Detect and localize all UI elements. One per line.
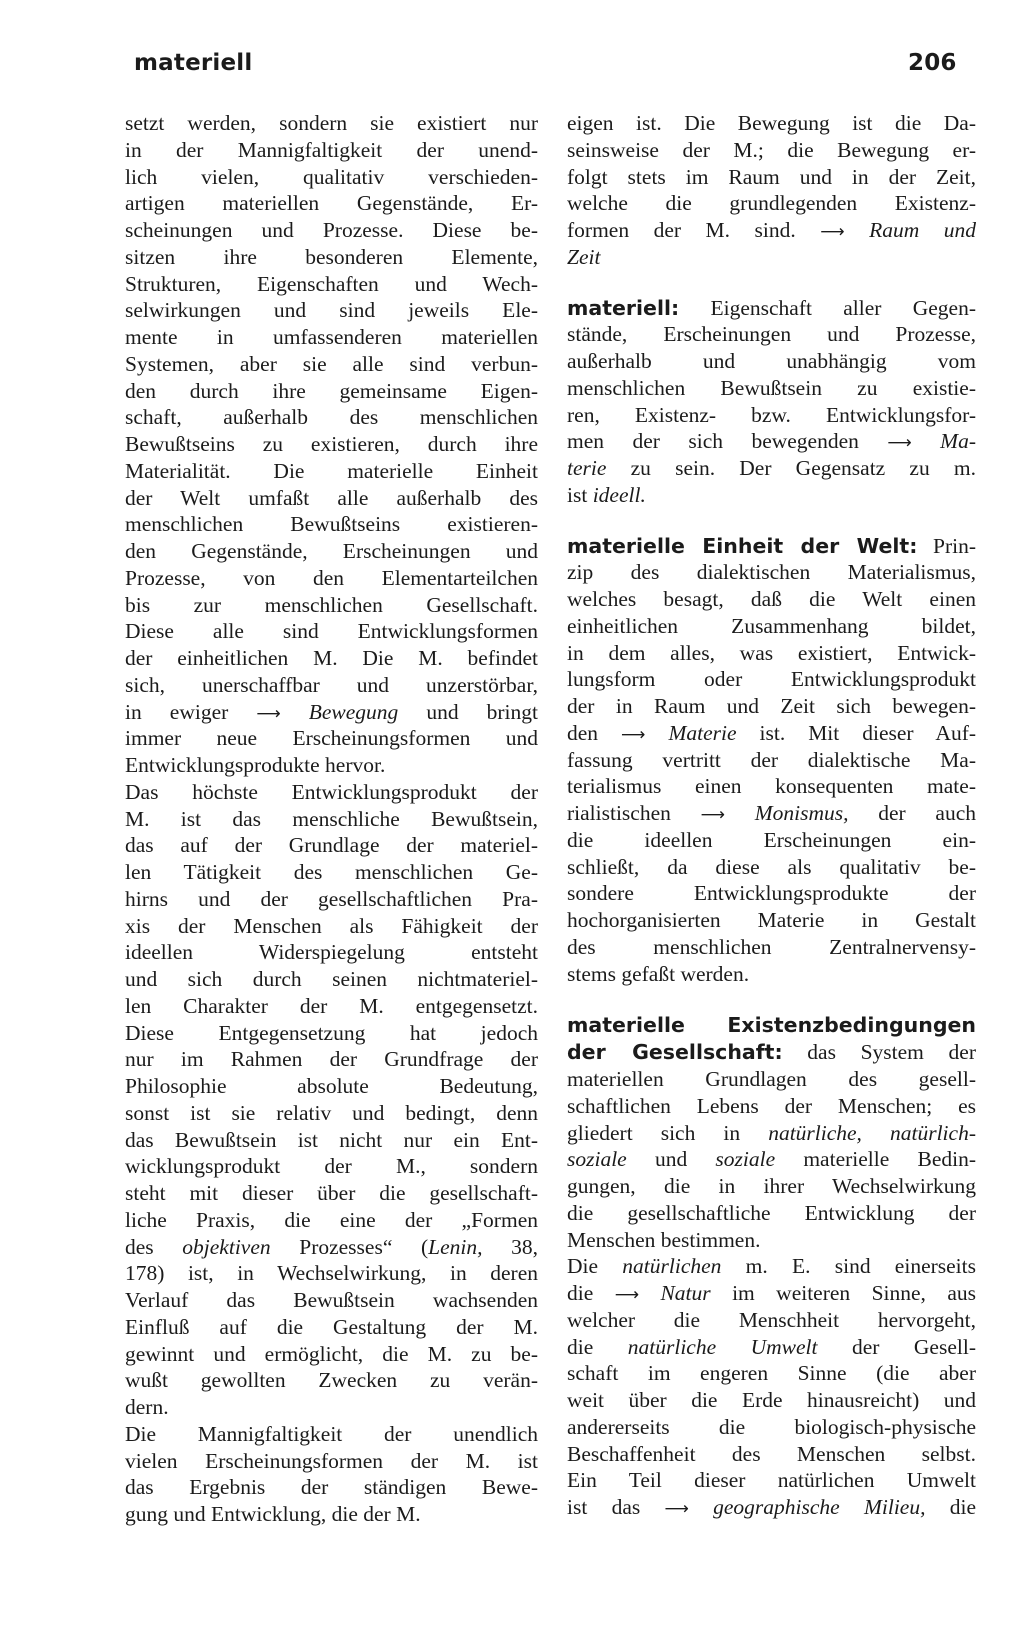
- running-head-title: materiell: [134, 50, 253, 76]
- text-line: folgt stets im Raum und in der Zeit,: [567, 164, 976, 189]
- text-line: wicklungsprodukt der M., sondern: [125, 1154, 538, 1179]
- text-line: lich vielen, qualitativ verschieden-: [125, 164, 538, 189]
- text-line: und sich durch seinen nichtmateriel-: [125, 967, 538, 991]
- text-line: die gesellschaftliche Entwicklung der: [567, 1200, 976, 1225]
- text-line: Die natürlichen m. E. sind einerseits: [567, 1254, 976, 1279]
- cross-reference-arrow: ⟶: [256, 703, 281, 724]
- text-line: Einfluß auf die Gestaltung der M.: [125, 1314, 538, 1339]
- text-line: stände, Erscheinungen und Prozesse,: [567, 322, 976, 347]
- cross-reference-arrow: ⟶: [820, 222, 845, 242]
- italic-term: natürliche, natürlich-: [768, 1120, 976, 1145]
- text-line: xis der Menschen als Fähigkeit der: [125, 913, 538, 938]
- text-line: mente in umfassenderen materiellen: [125, 325, 538, 349]
- cross-reference-arrow: ⟶: [700, 805, 725, 825]
- headword-materiell: materiell:: [567, 295, 680, 320]
- text-line: immer neue Erscheinungsformen und: [125, 726, 538, 751]
- text-line: M. ist das menschliche Bewußtsein,: [125, 806, 538, 831]
- text-line: welches besagt, daß die Welt einen: [567, 587, 976, 611]
- text-line: den ⟶ Materie ist. Mit dieser Auf-: [567, 720, 976, 745]
- italic-term: Lenin,: [428, 1234, 483, 1259]
- text-line: Diese Entgegensetzung hat jedoch: [125, 1020, 538, 1045]
- text-line: gewinnt und ermöglicht, die M. zu be-: [125, 1341, 538, 1366]
- text-line: in ewiger ⟶ Bewegung und bringt: [125, 699, 538, 724]
- text-line: gungen, die in ihrer Wechselwirkung: [567, 1174, 976, 1198]
- text-line: Systemen, aber sie alle sind verbun-: [125, 351, 538, 376]
- text-line: Prozesse, von den Elementarteilchen: [125, 565, 538, 590]
- text-line: ideellen Widerspiegelung entsteht: [125, 940, 538, 965]
- italic-term: soziale: [715, 1147, 776, 1172]
- italic-term: natürliche Umwelt: [627, 1334, 818, 1359]
- text-line: sonst ist sie relativ und bedingt, denn: [125, 1100, 538, 1125]
- text-line: len Tätigkeit des menschlichen Ge-: [125, 860, 538, 884]
- right-column: [567, 110, 976, 1521]
- text-line: soziale und soziale materielle Bedin-: [567, 1147, 976, 1172]
- text-line: nur im Rahmen der Grundfrage der: [125, 1047, 538, 1072]
- text-line: des objektiven Prozesses“ (Lenin, 38,: [125, 1234, 538, 1259]
- italic-term: Raum und: [869, 218, 976, 242]
- text-line: andererseits die biologisch-physische: [567, 1414, 976, 1439]
- text-line: Diese alle sind Entwicklungsformen: [125, 619, 538, 644]
- text-line: materiell: Eigenschaft aller Gegen-: [567, 295, 976, 320]
- text-line: die ideellen Erscheinungen ein-: [567, 827, 976, 852]
- text-line: in dem alles, was existiert, Entwick-: [567, 640, 976, 665]
- text-line: materielle Einheit der Welt: Prin-: [567, 533, 976, 558]
- text-line: menschlichen Bewußtseins existieren-: [125, 512, 538, 537]
- italic-term: geographische Milieu,: [713, 1495, 926, 1519]
- text-line: selwirkungen und sind jeweils Ele-: [125, 298, 538, 323]
- italic-term: objektiven: [182, 1234, 271, 1259]
- text-line: gliedert sich in natürliche, natürlich-: [567, 1120, 976, 1145]
- text-line: dern.: [125, 1395, 169, 1419]
- text-line: die natürliche Umwelt der Gesell-: [567, 1334, 976, 1359]
- text-line: hochorganisierten Materie in Gestalt: [567, 908, 976, 932]
- text-line: Menschen bestimmen.: [567, 1227, 761, 1252]
- paragraph-gap: [567, 271, 976, 295]
- text-line: terie zu sein. Der Gegensatz zu m.: [567, 456, 976, 480]
- text-line: schaftlichen Lebens der Menschen; es: [567, 1093, 976, 1118]
- left-column: [125, 110, 538, 1528]
- cross-reference-arrow: ⟶: [664, 1499, 689, 1519]
- headword-materielle-einheit: materielle Einheit der Welt:: [567, 533, 918, 558]
- text-line: Materialität. Die materielle Einheit: [125, 458, 538, 483]
- text-line: den Gegenstände, Erscheinungen und: [125, 539, 538, 563]
- text-line: Strukturen, Eigenschaften und Wech-: [125, 271, 538, 296]
- headword-existenzbedingungen: materielle Existenzbedingungen: [567, 1013, 976, 1038]
- text-line: eigen ist. Die Bewegung ist die Da-: [567, 111, 976, 135]
- text-line: setzt werden, sondern sie existiert nur: [125, 111, 538, 135]
- text-line: Entwicklungsprodukte hervor.: [125, 753, 386, 777]
- text-line: weit über die Erde hinausreicht) und: [567, 1388, 976, 1412]
- text-line: sitzen ihre besonderen Elemente,: [125, 244, 538, 269]
- text-line: men der sich bewegenden ⟶ Ma-: [567, 429, 976, 454]
- italic-term: Bewegung: [308, 699, 399, 724]
- text-line: schaft im engeren Sinne (die aber: [567, 1361, 976, 1386]
- text-line: schließt, da diese als qualitativ be-: [567, 854, 976, 879]
- text-line: in der Mannigfaltigkeit der unend-: [125, 137, 538, 162]
- italic-term: terie: [567, 456, 607, 480]
- text-line: steht mit dieser über die gesellschaft-: [125, 1181, 538, 1205]
- text-line: liche Praxis, die eine der „Formen: [125, 1207, 538, 1232]
- text-line: gung und Entwicklung, die der M.: [125, 1502, 421, 1526]
- italic-term: ideell.: [592, 482, 646, 507]
- italic-term: Ma-: [940, 429, 976, 454]
- text-line: wußt gewollten Zwecken zu verän-: [125, 1368, 538, 1393]
- text-line: der einheitlichen M. Die M. befindet: [125, 646, 538, 670]
- italic-term: soziale: [567, 1147, 627, 1172]
- text-line: das Bewußtsein ist nicht nur ein Ent-: [125, 1127, 538, 1152]
- text-line: ist ideell.: [567, 482, 646, 507]
- text-line: Philosophie absolute Bedeutung,: [125, 1074, 538, 1098]
- text-line: menschlichen Bewußtsein zu existie-: [567, 375, 976, 400]
- text-line: [567, 244, 976, 271]
- italic-term: Materie: [668, 720, 737, 745]
- text-line: ist das ⟶ geographische Milieu, die: [567, 1495, 976, 1519]
- text-line: Die Mannigfaltigkeit der unendlich: [125, 1421, 538, 1446]
- text-line: hirns und der gesellschaftlichen Pra-: [125, 886, 538, 911]
- paragraph-gap: [567, 987, 976, 1011]
- italic-term: Natur: [660, 1281, 711, 1305]
- text-line: der Welt umfaßt alle außerhalb des: [125, 485, 538, 510]
- text-line: welcher die Menschheit hervorgeht,: [567, 1307, 976, 1332]
- text-line: Verlauf das Bewußtsein wachsenden: [125, 1288, 538, 1312]
- text-line: Bewußtseins zu existieren, durch ihre: [125, 432, 538, 456]
- text-line: Ein Teil dieser natürlichen Umwelt: [567, 1468, 976, 1493]
- text-line: len Charakter der M. entgegensetzt.: [125, 993, 538, 1018]
- text-line: vielen Erscheinungsformen der M. ist: [125, 1448, 538, 1473]
- text-line: stems gefaßt werden.: [567, 961, 750, 986]
- cross-reference-arrow: ⟶: [614, 1285, 640, 1305]
- text-line: einheitlichen Zusammenhang bildet,: [567, 613, 976, 638]
- text-line: ren, Existenz- bzw. Entwicklungsfor-: [567, 402, 976, 427]
- italic-term: Zeit: [567, 244, 601, 269]
- text-line: terialismus einen konsequenten mate-: [567, 774, 976, 799]
- text-line: zip des dialektischen Materialismus,: [567, 560, 976, 585]
- cross-reference-arrow: ⟶: [887, 433, 912, 454]
- text-line: formen der M. sind. ⟶ Raum und: [567, 218, 976, 242]
- text-line: fassung vertritt der dialektische Ma-: [567, 747, 976, 772]
- text-line: Das höchste Entwicklungsprodukt der: [125, 779, 538, 804]
- text-line: schaft, außerhalb des menschlichen: [125, 405, 538, 430]
- text-line: materiellen Grundlagen des gesell-: [567, 1067, 976, 1091]
- text-line: der Gesellschaft: das System der: [567, 1040, 976, 1065]
- text-line: die ⟶ Natur im weiteren Sinne, aus: [567, 1281, 976, 1305]
- text-line: [567, 1011, 976, 1039]
- text-line: außerhalb und unabhängig vom: [567, 349, 976, 373]
- text-line: Beschaffenheit des Menschen selbst.: [567, 1441, 976, 1466]
- text-line: der in Raum und Zeit sich bewegen-: [567, 694, 976, 718]
- text-line: lungsform oder Entwicklungsprodukt: [567, 667, 976, 692]
- text-line: seinsweise der M.; die Bewegung er-: [567, 137, 976, 162]
- page-number: 206: [908, 50, 957, 76]
- italic-term: natürlichen: [622, 1254, 722, 1279]
- text-line: sich, unerschaffbar und unzerstörbar,: [125, 672, 538, 697]
- text-line: den durch ihre gemeinsame Eigen-: [125, 378, 538, 403]
- text-line: artigen materiellen Gegenstände, Er-: [125, 191, 538, 216]
- text-line: bis zur menschlichen Gesellschaft.: [125, 592, 538, 617]
- text-line: das Ergebnis der ständigen Bewe-: [125, 1475, 538, 1500]
- paragraph-gap: [567, 509, 976, 533]
- text-line: welche die grundlegenden Existenz-: [567, 191, 976, 216]
- cross-reference-arrow: ⟶: [621, 724, 646, 745]
- headword-der-gesellschaft: der Gesellschaft:: [567, 1040, 783, 1065]
- text-line: des menschlichen Zentralnervensy-: [567, 934, 976, 959]
- text-line: 178) ist, in Wechselwirkung, in deren: [125, 1261, 538, 1286]
- text-line: scheinungen und Prozesse. Diese be-: [125, 218, 538, 242]
- text-line: das auf der Grundlage der materiel-: [125, 833, 538, 858]
- text-line: rialistischen ⟶ Monismus, der auch: [567, 801, 976, 825]
- italic-term: Monismus,: [754, 801, 849, 825]
- text-line: sondere Entwicklungsprodukte der: [567, 881, 976, 906]
